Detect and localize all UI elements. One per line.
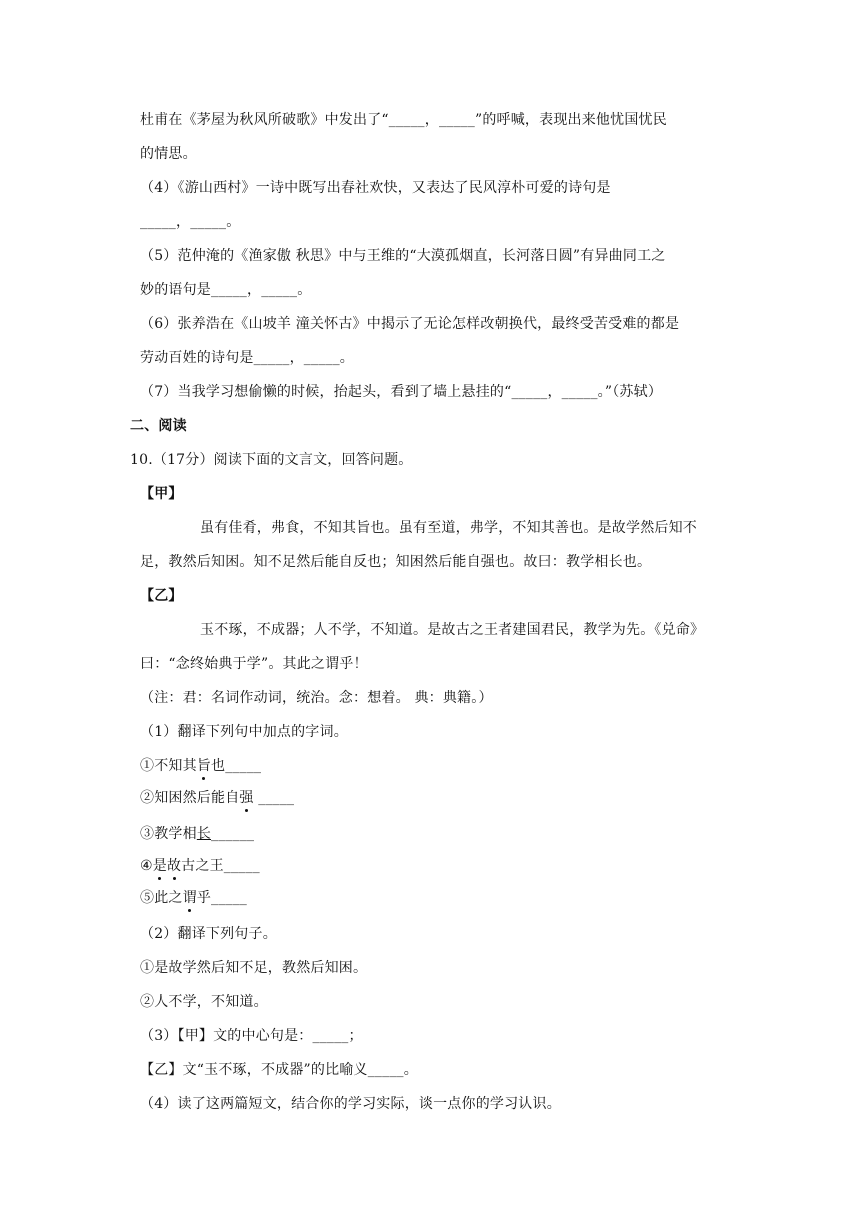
item-text: 也_____ (211, 758, 262, 774)
item-text: ④ (140, 858, 153, 874)
question-7: （7）当我学习想偷懒的时候，抬起头，看到了墙上悬挂的“_____，_____。”（苏轼） (140, 384, 663, 400)
item-text: ③教学相 (140, 826, 197, 842)
item-text: ①不知其 (140, 758, 197, 774)
item-text: ②知困然后能自 (140, 790, 240, 806)
question-5: （5）范仲淹的《渔家傲 秋思》中与王维的“大漠孤烟直，长河落日圆”有异曲同工之 (140, 248, 666, 264)
dotted-char: 故 (166, 858, 182, 874)
question-4: （4）《游山西村》一诗中既写出春社欢快，又表达了民风淳朴可爱的诗句是 (140, 180, 611, 196)
item-text: ______ (211, 826, 255, 842)
dotted-char: 谓 (182, 890, 197, 906)
section-heading: 二、阅读 (130, 418, 187, 434)
question-10: 10.（17分）阅读下面的文言文，回答问题。 (130, 452, 413, 468)
item-3 (140, 824, 254, 844)
subquestion-3b: 【乙】文“玉不琢，不成器”的比喻义_____。 (140, 1062, 418, 1078)
passage-text: 曰：“念终始典于学”。其此之谓乎！ (140, 656, 368, 672)
passage-text: 虽有佳肴，弗食，不知其旨也。虽有至道，弗学，不知其善也。是故学然后知不 (200, 520, 697, 536)
item-1 (140, 756, 261, 776)
item-2 (140, 788, 294, 808)
passage-label-jia: 【甲】 (140, 486, 183, 502)
dotted-char: 旨 (196, 758, 212, 774)
text-line: 的情思。 (140, 146, 197, 162)
item-text: ⑤此之 (140, 890, 183, 906)
annotation-note: （注：君：名词作动词，统治。念：想着。 典：典籍。） (140, 690, 493, 706)
item-4 (140, 856, 260, 876)
text-line: _____，_____。 (140, 214, 241, 230)
underlined-char: 长 (196, 826, 212, 842)
text-line: 杜甫在《茅屋为秋风所破歌》中发出了“_____，_____”的呼喊，表现出来他忧国忧民 (140, 112, 667, 128)
sentence-1: ①是故学然后知不足，教然后知困。 (140, 960, 368, 976)
text-line: 妙的语句是_____，_____。 (140, 282, 312, 298)
dotted-char: 是 (152, 858, 167, 874)
passage-text: 足，教然后知困。知不足然后能自反也；知困然后能自强也。故曰：教学相长也。 (140, 554, 652, 570)
text-line: 劳动百姓的诗句是_____，_____。 (140, 350, 354, 366)
sentence-2: ②人不学，不知道。 (140, 994, 268, 1010)
passage-text: 玉不琢，不成器；人不学，不知道。是故古之王者建国君民，教学为先。《兑命》 (200, 622, 705, 638)
item-5 (140, 888, 247, 908)
item-text: 乎_____ (196, 890, 248, 906)
passage-label-yi: 【乙】 (140, 588, 183, 604)
subquestion-2: （2）翻译下列句子。 (140, 926, 277, 942)
subquestion-4: （4）读了这两篇短文，结合你的学习实际，谈一点你的学习认识。 (140, 1096, 561, 1112)
item-text: _____ (253, 790, 295, 806)
dotted-char: 强 (239, 790, 254, 806)
subquestion-1: （1）翻译下列句中加点的字词。 (140, 724, 348, 740)
subquestion-3: （3）【甲】文的中心句是：_____； (140, 1028, 363, 1044)
question-6: （6）张养浩在《山坡羊 潼关怀古》中揭示了无论怎样改朝换代，最终受苦受难的都是 (140, 316, 680, 332)
item-text: 古之王_____ (181, 858, 260, 874)
